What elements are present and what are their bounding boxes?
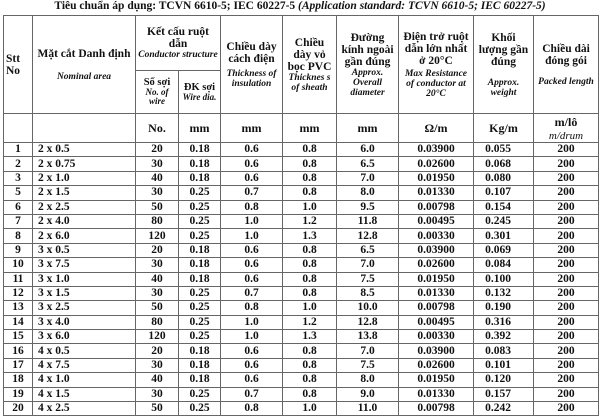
cell-nominal-area: 3 x 1.0 [33,272,136,286]
cell-wire-count: 30 [136,286,179,300]
cell-packed-length: 200 [534,243,599,257]
cell-stt: 11 [4,272,33,286]
cell-packed-length: 200 [534,402,599,416]
cell-max-resistance: 0.00495 [399,315,474,329]
cell-approx-weight: 0.316 [474,315,534,329]
cell-wire-diameter: 0.25 [179,301,221,315]
cell-approx-weight: 0.100 [474,272,534,286]
cell-overall-diameter: 7.5 [337,272,399,286]
cell-wire-count: 30 [136,387,179,401]
cell-sheath-thickness: 0.8 [283,171,337,185]
cell-wire-count: 40 [136,373,179,387]
cell-approx-weight: 0.301 [474,229,534,243]
cell-wire-count: 20 [136,143,179,157]
header-resistance: Điện trở ruột dẫn lớn nhất ở 20°C Max Resistance of conductor at 20°C [399,16,474,114]
cell-overall-diameter: 7.0 [337,258,399,272]
cell-wire-diameter: 0.18 [179,171,221,185]
cell-packed-length: 200 [534,286,599,300]
cell-stt: 10 [4,258,33,272]
cell-sheath-thickness: 0.8 [283,243,337,257]
table-row [4,344,599,358]
table-row [4,358,599,372]
cell-insulation-thickness: 0.6 [221,272,283,286]
cell-max-resistance: 0.01950 [399,373,474,387]
cell-insulation-thickness: 0.6 [221,358,283,372]
cell-packed-length: 200 [534,315,599,329]
cell-insulation-thickness: 1.0 [221,330,283,344]
units-row [4,114,599,143]
cell-sheath-thickness: 1.2 [283,214,337,228]
cell-packed-length: 200 [534,330,599,344]
cell-nominal-area: 3 x 7.5 [33,258,136,272]
cell-insulation-thickness: 0.7 [221,186,283,200]
cell-approx-weight: 0.157 [474,387,534,401]
cell-max-resistance: 0.02600 [399,358,474,372]
header-wire-dia: ĐK sợi Wire dia. [179,71,221,114]
cell-overall-diameter: 9.0 [337,387,399,401]
table-row [4,157,599,171]
cell-nominal-area: 2 x 1.0 [33,171,136,185]
cell-wire-diameter: 0.18 [179,358,221,372]
cell-nominal-area: 3 x 1.5 [33,286,136,300]
cell-packed-length: 200 [534,344,599,358]
cell-overall-diameter: 12.8 [337,229,399,243]
cell-stt: 9 [4,243,33,257]
table-row [4,387,599,401]
cell-wire-diameter: 0.25 [179,200,221,214]
cell-sheath-thickness: 0.8 [283,143,337,157]
cell-overall-diameter: 6.5 [337,157,399,171]
table-row [4,286,599,300]
cell-approx-weight: 0.242 [474,402,534,416]
cable-spec-table [3,15,599,416]
cell-sheath-thickness: 0.8 [283,344,337,358]
cell-sheath-thickness: 1.0 [283,301,337,315]
cell-wire-diameter: 0.18 [179,344,221,358]
cell-approx-weight: 0.132 [474,286,534,300]
cell-wire-diameter: 0.18 [179,258,221,272]
cell-stt: 3 [4,171,33,185]
table-row [4,258,599,272]
cell-packed-length: 200 [534,358,599,372]
cell-stt: 7 [4,214,33,228]
cell-stt: 17 [4,358,33,372]
cell-insulation-thickness: 1.0 [221,214,283,228]
cell-max-resistance: 0.01330 [399,387,474,401]
cell-stt: 2 [4,157,33,171]
cell-wire-count: 30 [136,157,179,171]
cell-insulation-thickness: 1.0 [221,315,283,329]
cell-approx-weight: 0.083 [474,344,534,358]
cell-insulation-thickness: 0.7 [221,387,283,401]
unit-cell: Ω/m [399,114,474,143]
header-diameter: Đường kính ngoài gần đúng Approx. Overall diameter [337,16,399,114]
cell-stt: 20 [4,402,33,416]
cell-wire-count: 80 [136,214,179,228]
cell-wire-count: 20 [136,243,179,257]
cell-max-resistance: 0.01950 [399,171,474,185]
cell-packed-length: 200 [534,171,599,185]
unit-cell: mm [337,114,399,143]
cell-wire-count: 30 [136,186,179,200]
cell-wire-count: 20 [136,344,179,358]
cell-wire-diameter: 0.25 [179,387,221,401]
cell-max-resistance: 0.02600 [399,157,474,171]
cell-approx-weight: 0.080 [474,171,534,185]
cell-stt: 15 [4,330,33,344]
unit-cell: No. [136,114,179,143]
table-row [4,301,599,315]
table-row [4,186,599,200]
cell-max-resistance: 0.01950 [399,272,474,286]
cell-sheath-thickness: 1.2 [283,315,337,329]
cell-sheath-thickness: 0.8 [283,373,337,387]
cell-overall-diameter: 11.0 [337,402,399,416]
cell-approx-weight: 0.068 [474,157,534,171]
cell-wire-count: 50 [136,200,179,214]
cell-packed-length: 200 [534,214,599,228]
cell-stt: 5 [4,186,33,200]
cell-insulation-thickness: 0.6 [221,143,283,157]
cell-max-resistance: 0.01330 [399,186,474,200]
table-row [4,315,599,329]
cell-nominal-area: 4 x 1.0 [33,373,136,387]
cell-approx-weight: 0.245 [474,214,534,228]
cell-stt: 8 [4,229,33,243]
cell-sheath-thickness: 0.8 [283,157,337,171]
cell-overall-diameter: 6.5 [337,243,399,257]
cell-overall-diameter: 7.5 [337,358,399,372]
cell-wire-count: 120 [136,330,179,344]
cell-approx-weight: 0.154 [474,200,534,214]
unit-cell: Kg/m [474,114,534,143]
cell-overall-diameter: 11.8 [337,214,399,228]
cell-max-resistance: 0.00330 [399,330,474,344]
cell-packed-length: 200 [534,272,599,286]
cell-insulation-thickness: 0.8 [221,402,283,416]
cell-wire-diameter: 0.18 [179,272,221,286]
cell-max-resistance: 0.03900 [399,243,474,257]
cell-nominal-area: 3 x 6.0 [33,330,136,344]
cell-approx-weight: 0.084 [474,258,534,272]
cell-wire-count: 30 [136,258,179,272]
cell-wire-count: 40 [136,171,179,185]
cell-nominal-area: 2 x 2.5 [33,200,136,214]
cell-max-resistance: 0.03900 [399,344,474,358]
cell-packed-length: 200 [534,157,599,171]
cell-approx-weight: 0.190 [474,301,534,315]
cell-overall-diameter: 12.8 [337,315,399,329]
cell-wire-diameter: 0.18 [179,243,221,257]
cell-wire-diameter: 0.18 [179,143,221,157]
title-vi: Tiêu chuẩn áp dụng: TCVN 6610-5; IEC 60227-5 [54,0,296,12]
cell-packed-length: 200 [534,186,599,200]
cell-max-resistance: 0.00798 [399,301,474,315]
cell-packed-length: 200 [534,200,599,214]
cell-nominal-area: 4 x 2.5 [33,402,136,416]
header-area: Mặt cắt Danh định Nominal area [33,16,136,114]
header-stt: Stt No [4,16,33,114]
header-sheath: Chiều dày vỏ bọc PVC Thicknes s of sheath [283,16,337,114]
cell-insulation-thickness: 0.6 [221,171,283,185]
cell-wire-diameter: 0.18 [179,157,221,171]
unit-cell: m/lô m/drum [534,114,599,143]
cell-wire-count: 50 [136,402,179,416]
cell-max-resistance: 0.01330 [399,286,474,300]
cell-stt: 6 [4,200,33,214]
cell-nominal-area: 2 x 1.5 [33,186,136,200]
cell-overall-diameter: 6.0 [337,143,399,157]
cell-insulation-thickness: 0.6 [221,373,283,387]
cell-nominal-area: 4 x 1.5 [33,387,136,401]
cell-approx-weight: 0.107 [474,186,534,200]
cell-packed-length: 200 [534,301,599,315]
cell-stt: 1 [4,143,33,157]
cell-overall-diameter: 13.8 [337,330,399,344]
unit-cell: mm [283,114,337,143]
cell-nominal-area: 4 x 0.5 [33,344,136,358]
table-row [4,243,599,257]
cell-nominal-area: 3 x 2.5 [33,301,136,315]
unit-cell: mm [221,114,283,143]
cell-approx-weight: 0.055 [474,143,534,157]
cell-stt: 16 [4,344,33,358]
cell-insulation-thickness: 0.6 [221,157,283,171]
header-conductor: Kết cấu ruột dẫn Conductor structure [136,16,221,71]
cell-insulation-thickness: 0.8 [221,200,283,214]
cell-wire-diameter: 0.25 [179,330,221,344]
unit-cell [4,114,33,143]
cell-stt: 14 [4,315,33,329]
cell-wire-count: 40 [136,272,179,286]
cell-nominal-area: 2 x 0.75 [33,157,136,171]
cell-overall-diameter: 8.5 [337,286,399,300]
cell-approx-weight: 0.120 [474,373,534,387]
table-title [0,0,600,15]
cell-nominal-area: 3 x 0.5 [33,243,136,257]
cell-wire-diameter: 0.25 [179,315,221,329]
cell-overall-diameter: 10.0 [337,301,399,315]
cell-packed-length: 200 [534,387,599,401]
cell-wire-diameter: 0.18 [179,373,221,387]
cell-packed-length: 200 [534,373,599,387]
cell-wire-diameter: 0.25 [179,402,221,416]
cell-max-resistance: 0.00798 [399,402,474,416]
cell-nominal-area: 4 x 7.5 [33,358,136,372]
cell-stt: 19 [4,387,33,401]
table-row [4,373,599,387]
cell-insulation-thickness: 0.6 [221,258,283,272]
cell-sheath-thickness: 0.8 [283,186,337,200]
header-weight: Khối lượng gần đúng Approx. weight [474,16,534,114]
cell-sheath-thickness: 1.3 [283,229,337,243]
cell-max-resistance: 0.02600 [399,258,474,272]
cell-nominal-area: 3 x 4.0 [33,315,136,329]
cell-nominal-area: 2 x 6.0 [33,229,136,243]
cell-wire-diameter: 0.25 [179,229,221,243]
header-wires: Số sợi No. of wire [136,71,179,114]
table-row [4,214,599,228]
header-length: Chiều dài đóng gói Packed length [534,16,599,114]
cell-packed-length: 200 [534,258,599,272]
title-en: (Application standard: TCVN 6610-5; IEC 60227-5) [298,0,546,12]
cell-wire-count: 30 [136,358,179,372]
cell-approx-weight: 0.101 [474,358,534,372]
cell-approx-weight: 0.392 [474,330,534,344]
cell-stt: 13 [4,301,33,315]
unit-cell [33,114,136,143]
header-insulation: Chiều dày cách điện Thickness of insulation [221,16,283,114]
cell-wire-count: 50 [136,301,179,315]
cell-nominal-area: 2 x 0.5 [33,143,136,157]
cell-wire-diameter: 0.25 [179,214,221,228]
cell-packed-length: 200 [534,229,599,243]
cell-insulation-thickness: 0.6 [221,243,283,257]
cell-overall-diameter: 9.5 [337,200,399,214]
cell-overall-diameter: 8.0 [337,186,399,200]
cell-insulation-thickness: 0.6 [221,344,283,358]
table-row [4,272,599,286]
cell-overall-diameter: 7.0 [337,344,399,358]
table-row [4,171,599,185]
cell-overall-diameter: 8.0 [337,373,399,387]
unit-cell: mm [179,114,221,143]
cell-sheath-thickness: 0.8 [283,286,337,300]
cell-insulation-thickness: 0.8 [221,301,283,315]
table-row [4,200,599,214]
cell-wire-diameter: 0.25 [179,286,221,300]
table-row [4,143,599,157]
cell-sheath-thickness: 0.8 [283,258,337,272]
cell-insulation-thickness: 0.7 [221,286,283,300]
cell-wire-count: 80 [136,315,179,329]
cell-nominal-area: 2 x 4.0 [33,214,136,228]
cell-sheath-thickness: 1.3 [283,330,337,344]
cell-sheath-thickness: 1.0 [283,402,337,416]
cell-max-resistance: 0.00495 [399,214,474,228]
cell-wire-count: 120 [136,229,179,243]
cell-insulation-thickness: 1.0 [221,229,283,243]
cell-max-resistance: 0.00330 [399,229,474,243]
cell-stt: 18 [4,373,33,387]
cell-packed-length: 200 [534,143,599,157]
cell-stt: 12 [4,286,33,300]
table-row [4,402,599,416]
cell-wire-diameter: 0.25 [179,186,221,200]
cell-sheath-thickness: 1.0 [283,200,337,214]
cell-overall-diameter: 7.0 [337,171,399,185]
cell-sheath-thickness: 0.8 [283,358,337,372]
cell-sheath-thickness: 0.8 [283,387,337,401]
cell-approx-weight: 0.069 [474,243,534,257]
cell-max-resistance: 0.03900 [399,143,474,157]
table-row [4,330,599,344]
cell-max-resistance: 0.00798 [399,200,474,214]
cell-sheath-thickness: 0.8 [283,272,337,286]
table-row [4,229,599,243]
